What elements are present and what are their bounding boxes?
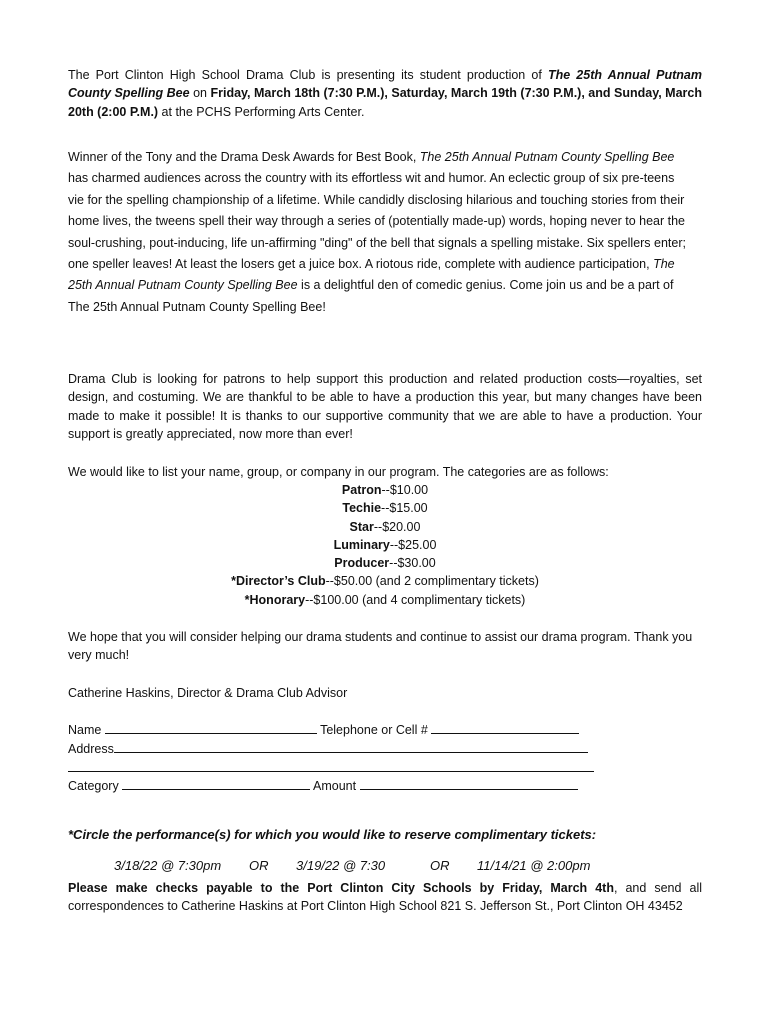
or-separator: OR [249,858,269,873]
amount-label: Amount [313,779,357,793]
intro-show-title: The 25th Annual Putnam County Spelling Bee [68,68,702,101]
intro-text-2: on [189,86,211,101]
intro-dates: Friday, March 18th (7:30 P.M.), Saturday, March 19th (7:30 P.M.), and Sunday, March 20th (2:00 P.M.) [68,86,702,119]
category-field[interactable] [122,776,310,790]
category-amount-row [68,776,578,793]
description-paragraph [68,147,688,318]
address-field-line-2[interactable] [68,758,594,772]
performance-option-3[interactable]: 11/14/21 @ 2:00pm [477,858,591,873]
category-item: Star--$20.00 [349,519,421,534]
description-show-title-2: The 25th Annual Putnam County Spelling Bee [68,257,675,293]
address-label: Address [68,742,114,756]
address-row-2 [68,758,594,775]
amount-field[interactable] [360,776,578,790]
category-item: Luminary--$25.00 [333,537,437,552]
description-text-1: Winner of the Tony and the Drama Desk Awards for Best Book, [68,150,420,164]
intro-text-3: at the PCHS Performing Arts Center. [158,104,365,119]
category-item: Patron--$10.00 [341,483,429,497]
performance-option-1[interactable]: 3/18/22 @ 7:30pm [114,858,222,873]
signature-line: Catherine Haskins, Director & Drama Club Advisor [68,686,348,700]
payment-paragraph [68,879,702,916]
category-item: Techie--$15.00 [342,501,428,516]
circle-note: *Circle the performance(s) for which you would like to reserve complimentary tickets: [68,827,597,842]
category-item: *Honorary--$100.00 (and 4 complimentary tickets) [244,592,526,607]
payment-address: , and send all correspondences to Catherine Haskins at Port Clinton High School 821 S. Jefferson St., Port Clinton OH 43452 [68,881,703,914]
performance-option-2[interactable]: 3/19/22 @ 7:30 [296,858,386,873]
intro-paragraph [68,66,702,121]
category-item: Producer--$30.00 [334,556,436,571]
closing-paragraph: We hope that you will consider helping our drama students and continue to assist our drama program. Thank you very much! [68,630,693,663]
categories-intro: We would like to list your name, group, or company in our program. The categories are as follows: [68,465,609,479]
name-phone-row [68,720,579,737]
or-separator: OR [430,858,450,873]
name-label: Name [68,723,102,737]
name-field[interactable] [105,720,317,734]
categories-list [68,481,702,609]
description-text-2: has charmed audiences across the country with its effortless wit and humor. An eclectic group of six pre-teens vie for the spelling championship of a lifetime. While candidly disclosing hilarious and touching stories from their home lives, the tweens spell their way through a series of (potentially made-up) words, hoping never to hear the soul-crushing, pout-inducing, life un-affirming "ding" of the bell that signals a spelling mistake. Six spellers enter; one speller leaves! At least the losers get a juice box. A riotous ride, complete with audience participation, [68,171,686,272]
intro-text-1: The Port Clinton High School Drama Club is presenting its student production of [68,68,548,82]
address-row [68,739,588,756]
payment-instruction: Please make checks payable to the Port Clinton City Schools by Friday, March 4th [68,881,614,895]
phone-label: Telephone or Cell # [320,723,428,737]
category-item: *Director’s Club--$50.00 (and 2 complimentary tickets) [231,574,539,589]
category-label: Category [68,779,119,793]
description-text-3: is a delightful den of comedic genius. Come join us and be a part of The 25th Annual Putnam County Spelling Bee! [68,278,674,314]
address-field[interactable] [114,739,588,753]
phone-field[interactable] [431,720,579,734]
description-show-title-1: The 25th Annual Putnam County Spelling Bee [419,150,675,164]
patrons-paragraph: Drama Club is looking for patrons to help support this production and related production costs—royalties, set design, and costuming. We are thankful to be able to have a production this year, but many changes have been made to make it possible! It is thanks to our supportive community that we are able to have a production. Your support is greatly appreciated, now more than ever! [68,372,702,441]
